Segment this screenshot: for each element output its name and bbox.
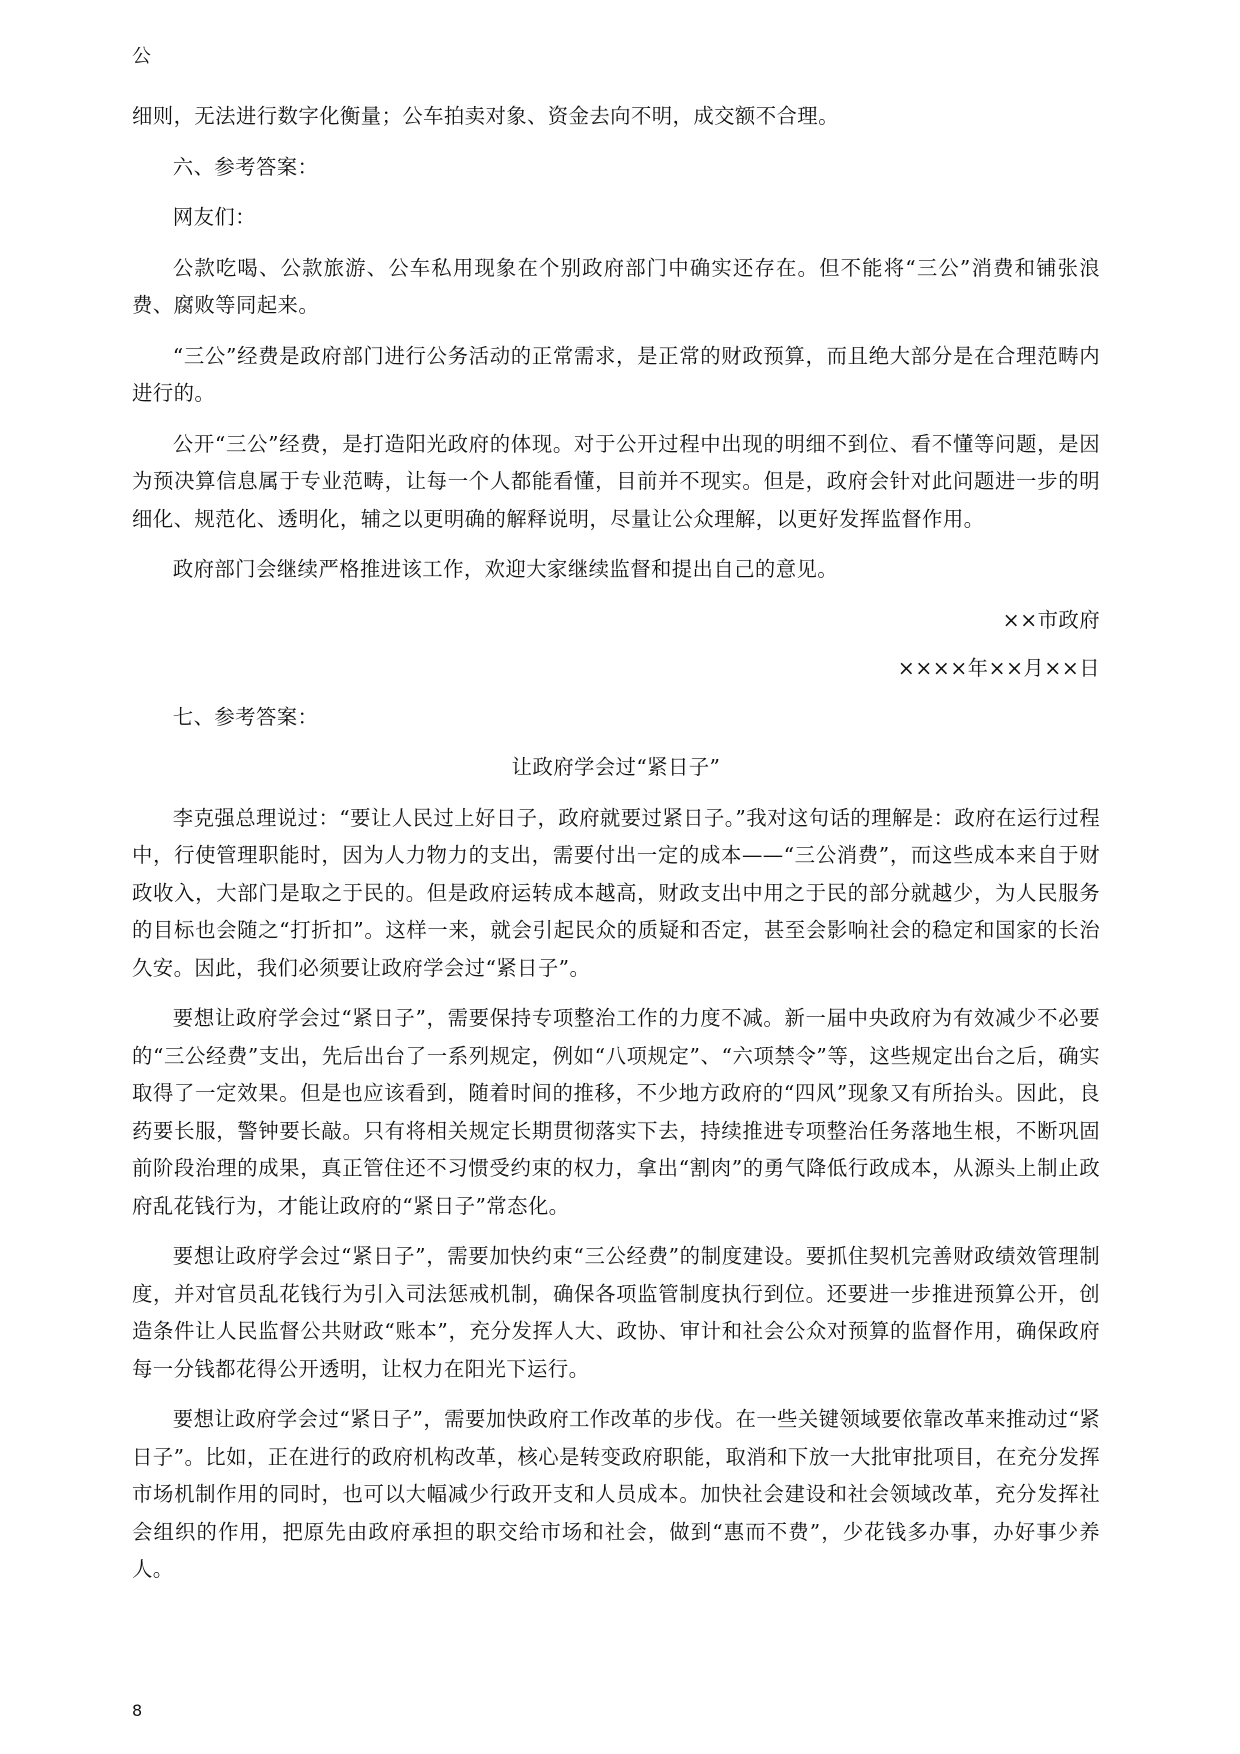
paragraph: 李克强总理说过：“要让人民过上好日子，政府就要过紧日子。”我对这句话的理解是：政府在运行过程中，行使管理职能时，因为人力物力的支出，需要付出一定的成本——“三公消费”，而这些成本来自于财政收入，大部门是取之于民的。但是政府运转成本越高，财政支出中用之于民的部分就越少，为人民服务的目标也会随之“打折扣”。这样一来，就会引起民众的质疑和否定，甚至会影响社会的稳定和国家的长治久安。因此，我们必须要让政府学会过“紧日子”。 xyxy=(132,805,1100,980)
essay-title: 让政府学会过“紧日子” xyxy=(511,755,721,779)
paragraph: 公款吃喝、公款旅游、公车私用现象在个别政府部门中确实还存在。但不能将“三公”消费和铺张浪费、腐败等同起来。 xyxy=(132,255,1100,317)
paragraph: 政府部门会继续严格推进该工作，欢迎大家继续监督和提出自己的意见。 xyxy=(172,557,839,581)
document-body xyxy=(132,98,1100,1602)
paragraph: 要想让政府学会过“紧日子”，需要加快政府工作改革的步伐。在一些关键领域要依靠改革来推动过“紧日子”。比如，正在进行的政府机构改革，核心是转变政府职能，取消和下放一大批审批项目，在充分发挥市场机制作用的同时，也可以大幅减少行政开支和人员成本。加快社会建设和社会领域改革，充分发挥社会组织的作用，把原先由政府承担的职交给市场和社会，做到“惠而不费”，少花钱多办事，办好事少养人。 xyxy=(132,1407,1100,1581)
paragraph: 要想让政府学会过“紧日子”，需要加快约束“三公经费”的制度建设。要抓住契机完善财政绩效管理制度，并对官员乱花钱行为引入司法惩戒机制，确保各项监管制度执行到位。还要进一步推进预算公开，创造条件让人民监督公共财政“账本”，充分发挥人大、政协、审计和社会公众对预算的监督作用，确保政府每一分钱都花得公开透明，让权力在阳光下运行。 xyxy=(132,1244,1100,1381)
paragraph: “三公”经费是政府部门进行公务活动的正常需求，是正常的财政预算，而且绝大部分是在合理范畴内进行的。 xyxy=(132,343,1100,405)
page-number: 8 xyxy=(132,1701,143,1720)
salutation: 网友们： xyxy=(172,205,256,229)
paragraph: 公开“三公”经费，是打造阳光政府的体现。对于公开过程中出现的明细不到位、看不懂等问题，是因为预决算信息属于专业范畴，让每一个人都能看懂，目前并不现实。但是，政府会针对此问题进一步的明细化、规范化、透明化，辅之以更明确的解释说明，尽量让公众理解，以更好发挥监督作用。 xyxy=(132,431,1100,531)
signature-organization: ××市政府 xyxy=(1002,607,1100,632)
signature-date: ××××年××月××日 xyxy=(897,656,1100,680)
section-heading-seven: 七、参考答案： xyxy=(172,704,319,729)
paragraph: 要想让政府学会过“紧日子”，需要保持专项整治工作的力度不减。新一届中央政府为有效减少不必要的“三公经费”支出，先后出台了一系列规定，例如“八项规定”、“六项禁令”等，这些规定出台之后，确实取得了一定效果。但是也应该看到，随着时间的推移，不少地方政府的“四风”现象又有所抬头。因此，良药要长服，警钟要长敲。只有将相关规定长期贯彻落实下去，持续推进专项整治任务落地生根，不断巩固前阶段治理的成果，真正管住还不习惯受约束的权力，拿出“割肉”的勇气降低行政成本，从源头上制止政府乱花钱行为，才能让政府的“紧日子”常态化。 xyxy=(132,1006,1100,1218)
page-header: 公 xyxy=(132,45,152,67)
paragraph-continuation: 细则，无法进行数字化衡量；公车拍卖对象、资金去向不明，成交额不合理。 xyxy=(132,104,839,128)
section-heading-six: 六、参考答案： xyxy=(172,154,319,179)
